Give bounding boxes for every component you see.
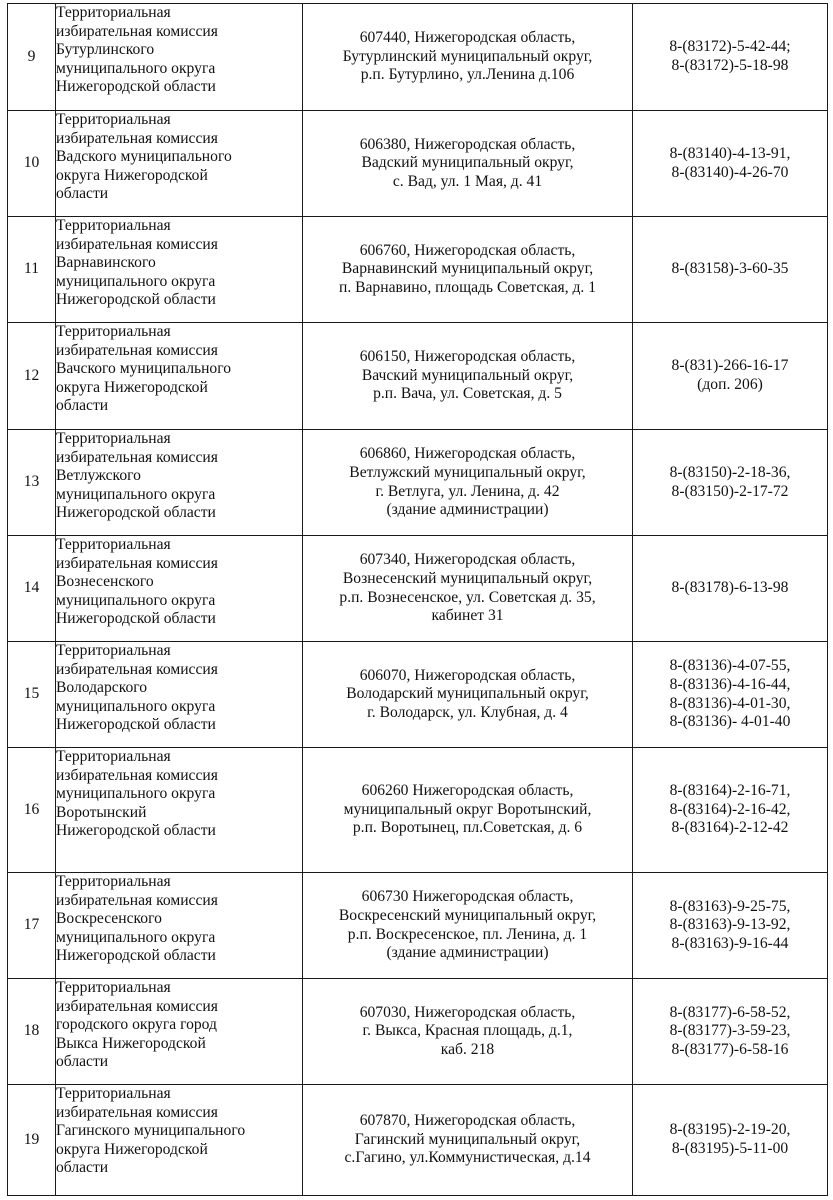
commission-address: [303, 4, 633, 111]
commission-name: [56, 111, 303, 217]
row-number: 10: [8, 111, 56, 217]
commission-name-line: области: [56, 1159, 109, 1177]
commission-name-line: Территориальная: [56, 748, 171, 765]
commission-phones-line: 8-(83164)-2-16-71,: [669, 782, 791, 800]
commission-address-line: г. Володарск, ул. Клубная, д. 4: [367, 703, 568, 721]
commission-address-line: Варнавинский муниципальный округ,: [341, 260, 594, 278]
commission-name: [56, 4, 303, 111]
commission-phones-line: 8-(83163)-9-25-75,: [669, 897, 791, 915]
commission-name-line: избирательная комиссия: [56, 554, 218, 572]
commission-address-line: п. Варнавино, площадь Советская, д. 1: [338, 278, 597, 296]
commission-address-line: (здание администрации): [386, 501, 549, 519]
commission-address: [303, 323, 633, 430]
commission-name-line: области: [56, 1053, 109, 1071]
commission-name: [56, 536, 303, 642]
table-row: [8, 979, 828, 1085]
commission-name-line: избирательная комиссия: [56, 891, 218, 909]
commission-address-line: каб. 218: [440, 1040, 495, 1058]
commission-address-line: р.п. Бутурлино, ул.Ленина д.106: [360, 66, 575, 84]
commission-name-line: Нижегородской области: [56, 291, 216, 309]
commission-name-line: Воскресенского: [56, 910, 162, 928]
commission-name-line: Бутурлинского: [56, 41, 155, 59]
commission-phones: [633, 873, 828, 979]
commission-phones-line: 8-(83150)-2-18-36,: [669, 463, 791, 481]
commission-name-line: избирательная комиссия: [56, 1103, 218, 1121]
commission-name-line: Территориальная: [56, 111, 171, 128]
commission-name: [56, 642, 303, 748]
table-row: [8, 642, 828, 748]
commission-address-line: кабинет 31: [431, 607, 504, 625]
table-row: [8, 1085, 828, 1196]
commission-phones-line: 8-(83140)-4-13-91,: [669, 144, 791, 162]
commission-name-line: муниципального округа: [56, 928, 216, 946]
commission-address: [303, 748, 633, 873]
commission-name: [56, 873, 303, 979]
commission-name-line: Территориальная: [56, 4, 171, 21]
commission-phones-line: 8-(83136)-4-01-30,: [669, 694, 791, 712]
commission-address: [303, 979, 633, 1085]
commissions-table: [7, 3, 828, 1196]
commission-address-line: г. Выкса, Красная площадь, д.1,: [362, 1022, 573, 1040]
commission-phones-line: 8-(83177)-3-59-23,: [669, 1022, 791, 1040]
commission-phones-line: 8-(83178)-6-13-98: [671, 579, 789, 597]
commission-phones: [633, 1085, 828, 1196]
commission-address-line: 607870, Нижегородская область,: [359, 1112, 576, 1130]
commission-name-line: избирательная комиссия: [56, 22, 218, 40]
commission-address-line: г. Ветлуга, ул. Ленина, д. 42: [375, 482, 560, 500]
commission-name-line: Вознесенского: [56, 573, 154, 591]
commission-phones: [633, 323, 828, 430]
commission-name-line: Нижегородской области: [56, 716, 216, 734]
commission-phones: [633, 217, 828, 323]
commission-phones-line: 8-(83163)-9-13-92,: [669, 916, 791, 934]
commission-phones: [633, 430, 828, 536]
commission-name-line: избирательная комиссия: [56, 660, 218, 678]
commission-address-line: 606070, Нижегородская область,: [359, 666, 576, 684]
commission-address-line: 606150, Нижегородская область,: [359, 348, 576, 366]
commission-phones: [633, 642, 828, 748]
commission-address-line: Ветлужский муниципальный округ,: [349, 463, 586, 481]
commission-name: [56, 748, 303, 873]
commission-phones: [633, 979, 828, 1085]
commission-address-line: Гагинский муниципальный округ,: [354, 1130, 581, 1148]
commission-phones-line: 8-(83140)-4-26-70: [671, 163, 789, 181]
commission-name: [56, 323, 303, 430]
row-number: 19: [8, 1085, 56, 1196]
commission-name-line: муниципального округа: [56, 59, 216, 77]
commission-address-line: Вадский муниципальный округ,: [361, 154, 574, 172]
commission-name-line: Нижегородской области: [56, 78, 216, 96]
commission-name-line: Территориальная: [56, 430, 171, 447]
commission-name: [56, 1085, 303, 1196]
commission-name-line: Территориальная: [56, 536, 171, 553]
commission-name-line: Вачского муниципального: [56, 360, 232, 378]
row-number: 9: [8, 4, 56, 111]
commission-name-line: избирательная комиссия: [56, 235, 218, 253]
commission-name-line: округа Нижегородской: [56, 166, 208, 184]
commission-name-line: Территориальная: [56, 873, 171, 890]
commission-phones-line: 8-(83195)-2-19-20,: [669, 1121, 791, 1139]
commission-name-line: Воротынский: [56, 803, 147, 821]
commission-address: [303, 111, 633, 217]
commission-name-line: Выкса Нижегородской: [56, 1034, 206, 1052]
commission-address-line: с.Гагино, ул.Коммунистическая, д.14: [344, 1149, 591, 1167]
commission-name-line: Вадского муниципального: [56, 148, 232, 166]
commission-name-line: муниципального округа: [56, 697, 216, 715]
commission-address-line: 606260 Нижегородская область,: [361, 782, 574, 800]
row-number: 14: [8, 536, 56, 642]
commission-phones-line: (доп. 206): [697, 376, 763, 393]
commission-phones-line: 8-(831)-266-16-17: [671, 357, 789, 375]
commission-address-line: р.п. Воскресенское, пл. Ленина, д. 1: [347, 925, 588, 943]
table-row: [8, 873, 828, 979]
table-row: [8, 430, 828, 536]
row-number: 13: [8, 430, 56, 536]
commission-address: [303, 873, 633, 979]
commission-name: [56, 217, 303, 323]
commission-phones-line: 8-(83136)-4-07-55,: [669, 657, 791, 675]
commission-phones-line: 8-(83163)-9-16-44: [671, 934, 789, 952]
commission-address-line: 606730 Нижегородская область,: [361, 888, 574, 906]
commission-address-line: 606760, Нижегородская область,: [359, 241, 576, 259]
commission-address-line: р.п. Вознесенское, ул. Советская д. 35,: [339, 588, 596, 606]
commission-phones: [633, 748, 828, 873]
commission-name-line: Территориальная: [56, 323, 171, 340]
commission-address-line: Воскресенский муниципальный округ,: [338, 906, 597, 924]
row-number: 11: [8, 217, 56, 323]
row-number: 15: [8, 642, 56, 748]
commission-name-line: городского округа город: [56, 1016, 217, 1034]
commission-address-line: 606860, Нижегородская область,: [359, 445, 576, 463]
commission-name-line: избирательная комиссия: [56, 129, 218, 147]
row-number: 12: [8, 323, 56, 430]
row-number: 18: [8, 979, 56, 1085]
commission-name-line: округа Нижегородской: [56, 1140, 208, 1158]
commission-phones-line: 8-(83164)-2-16-42,: [669, 800, 791, 818]
table-body: [8, 4, 828, 1196]
commission-name-line: муниципального округа: [56, 485, 216, 503]
commission-address-line: Володарский муниципальный округ,: [346, 685, 589, 703]
table-row: [8, 748, 828, 873]
table-row: [8, 217, 828, 323]
commission-address: [303, 642, 633, 748]
commission-name-line: муниципального округа: [56, 591, 216, 609]
commission-name-line: Территориальная: [56, 1085, 171, 1102]
commission-phones: [633, 4, 828, 111]
commission-address-line: Бутурлинский муниципальный округ,: [342, 47, 593, 65]
commission-phones-line: 8-(83136)- 4-01-40: [669, 713, 791, 731]
commission-phones-line: 8-(83136)-4-16-44,: [669, 675, 791, 693]
commission-phones-line: 8-(83177)-6-58-16: [671, 1040, 789, 1058]
table-row: [8, 4, 828, 111]
commission-name-line: муниципального округа: [56, 785, 216, 803]
table-row: [8, 111, 828, 217]
commission-name-line: Территориальная: [56, 979, 171, 996]
commission-address-line: 607030, Нижегородская область,: [359, 1003, 576, 1021]
commission-name-line: Нижегородской области: [56, 822, 216, 840]
commission-address-line: (здание администрации): [386, 944, 549, 962]
commission-phones-line: 8-(83195)-5-11-00: [671, 1140, 789, 1157]
commission-address-line: с. Вад, ул. 1 Мая, д. 41: [392, 172, 543, 190]
commission-address-line: Вознесенский муниципальный округ,: [342, 569, 593, 587]
commission-phones: [633, 111, 828, 217]
row-number: 16: [8, 748, 56, 873]
commission-phones: [633, 536, 828, 642]
commission-name-line: избирательная комиссия: [56, 448, 218, 466]
commission-name-line: Гагинского муниципального: [56, 1122, 246, 1140]
commission-name-line: избирательная комиссия: [56, 766, 218, 784]
commission-address-line: р.п. Вача, ул. Советская, д. 5: [373, 385, 562, 403]
commission-address: [303, 536, 633, 642]
commission-address-line: 606380, Нижегородская область,: [359, 135, 576, 153]
commission-name-line: Ветлужского: [56, 467, 141, 485]
commission-phones-line: 8-(83177)-6-58-52,: [669, 1003, 791, 1021]
commission-name-line: избирательная комиссия: [56, 341, 218, 359]
commission-name-line: Нижегородской области: [56, 947, 216, 965]
commission-address-line: 607340, Нижегородская область,: [359, 551, 576, 569]
commission-name-line: Территориальная: [56, 217, 171, 234]
commission-address-line: муниципальный округ Воротынский,: [343, 800, 592, 818]
commission-phones-line: 8-(83150)-2-17-72: [671, 482, 789, 500]
commission-address-line: р.п. Воротынец, пл.Советская, д. 6: [352, 819, 583, 837]
commission-name-line: избирательная комиссия: [56, 997, 218, 1015]
commission-name-line: Территориальная: [56, 642, 171, 659]
commission-address: [303, 217, 633, 323]
commission-phones-line: 8-(83158)-3-60-35: [671, 260, 789, 278]
row-number: 17: [8, 873, 56, 979]
commission-address: [303, 430, 633, 536]
table-row: [8, 323, 828, 430]
commission-name-line: области: [56, 397, 109, 415]
commission-name-line: Варнавинского: [56, 254, 156, 272]
commission-name: [56, 979, 303, 1085]
commission-name-line: округа Нижегородской: [56, 378, 208, 396]
commission-address-line: Вачский муниципальный округ,: [361, 366, 574, 384]
commission-address-line: 607440, Нижегородская область,: [359, 29, 576, 47]
commission-name: [56, 430, 303, 536]
commission-address: [303, 1085, 633, 1196]
commission-phones-line: 8-(83172)-5-42-44;: [669, 38, 791, 56]
table-row: [8, 536, 828, 642]
commission-name-line: Нижегородской области: [56, 610, 216, 628]
commission-name-line: Нижегородской области: [56, 504, 216, 522]
commission-phones-line: 8-(83164)-2-12-42: [671, 819, 789, 837]
commission-name-line: области: [56, 185, 109, 203]
commission-name-line: муниципального округа: [56, 272, 216, 290]
commission-phones-line: 8-(83172)-5-18-98: [671, 57, 789, 74]
commission-name-line: Володарского: [56, 679, 148, 697]
